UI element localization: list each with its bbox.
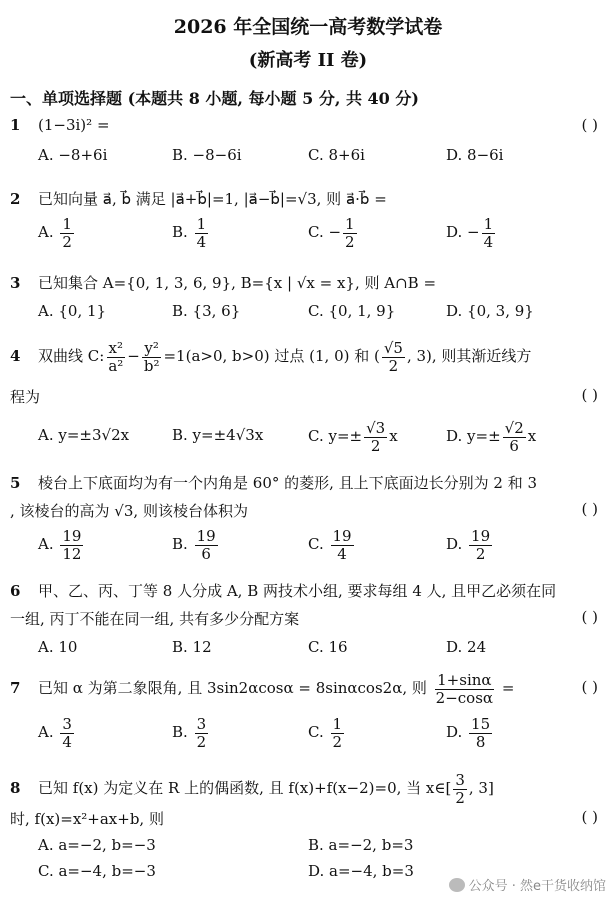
answer-paren: ( ): [581, 608, 598, 626]
option-c[interactable]: C. $\frac{19}{4}$: [308, 527, 352, 563]
option-d[interactable]: D. a=−4, b=3: [308, 862, 414, 880]
option-d[interactable]: D. $\frac{15}{8}$: [446, 715, 491, 751]
option-c[interactable]: C. 8+6i: [308, 146, 365, 164]
option-b[interactable]: B. $\frac{3}{2}$: [172, 715, 207, 751]
question-number: 2: [10, 190, 21, 208]
option-b[interactable]: B. $\frac{1}{4}$: [172, 215, 207, 251]
option-a[interactable]: A. {0, 1}: [38, 302, 107, 320]
option-d[interactable]: D. y=± $\frac{√2}{6}$ x: [446, 419, 537, 455]
option-b[interactable]: B. $\frac{19}{6}$: [172, 527, 216, 563]
option-a[interactable]: A. $\frac{1}{2}$: [38, 215, 72, 251]
question-number: 3: [10, 274, 21, 292]
option-a[interactable]: A. y=±3√2x: [38, 426, 130, 444]
question-stem: 甲、乙、丙、丁等 8 人分成 A, B 两技术小组, 要求每组 4 人, 且甲乙必须在同: [38, 582, 557, 600]
question-stem: (1−3i)² =: [38, 116, 110, 134]
option-a[interactable]: A. 10: [38, 638, 78, 656]
option-a[interactable]: A. $\frac{3}{4}$: [38, 715, 72, 751]
answer-paren: ( ): [581, 678, 598, 696]
question-stem: 已知向量 a⃗, b⃗ 满足 |a⃗+b⃗|=1, |a⃗−b⃗|=√3, 则 a⃗·b⃗ =: [38, 190, 387, 208]
question-number: 1: [10, 116, 21, 134]
option-d[interactable]: D. $\frac{19}{2}$: [446, 527, 491, 563]
question-stem-line2: 时, f(x)=x²+ax+b, 则: [10, 810, 164, 828]
question-stem: 4 双曲线 C: $\frac{\text{x²}}{\text{a²}}$ − $\frac{\text{y²}}{\text{b²}}$ =1(a>0, b>0) 过点 (1, 0) 和 ( $\frac{√5}{2}$ , 3), 则其渐近线方: [10, 339, 532, 375]
option-d[interactable]: D. 24: [446, 638, 487, 656]
option-b[interactable]: B. −8−6i: [172, 146, 242, 164]
option-b[interactable]: B. a=−2, b=3: [308, 836, 414, 854]
watermark: 公众号 · 然e干货收纳馆: [449, 875, 606, 894]
option-b[interactable]: B. y=±4√3x: [172, 426, 264, 444]
option-c[interactable]: C. a=−4, b=−3: [38, 862, 156, 880]
section-heading: 一、单项选择题 (本题共 8 小题, 每小题 5 分, 共 40 分): [10, 89, 419, 108]
question-stem-line2: , 该棱台的高为 √3, 则该棱台体积为: [10, 502, 248, 520]
option-a[interactable]: A. $\frac{19}{12}$: [38, 527, 82, 563]
option-c[interactable]: C. y=± $\frac{√3}{2}$ x: [308, 419, 398, 455]
answer-paren: ( ): [581, 116, 598, 134]
option-d[interactable]: D. {0, 3, 9}: [446, 302, 534, 320]
option-a[interactable]: A. −8+6i: [38, 146, 108, 164]
question-stem: 8 已知 f(x) 为定义在 R 上的偶函数, 且 f(x)+f(x−2)=0, 当 x∈[ $\frac{3}{2}$ , 3]: [10, 771, 494, 807]
wechat-icon: [449, 878, 465, 892]
question-stem-line2: 程为: [10, 388, 41, 406]
option-c[interactable]: C. − $\frac{1}{2}$: [308, 215, 355, 251]
option-c[interactable]: C. {0, 1, 9}: [308, 302, 396, 320]
answer-paren: ( ): [581, 500, 598, 518]
exam-subtitle: (新高考 II 卷): [248, 50, 368, 71]
option-a[interactable]: A. a=−2, b=−3: [38, 836, 156, 854]
option-d[interactable]: D. − $\frac{1}{4}$: [446, 215, 494, 251]
question-number: 6: [10, 582, 21, 600]
answer-paren: ( ): [581, 386, 598, 404]
question-stem: 已知集合 A={0, 1, 3, 6, 9}, B={x | √x = x}, 则 A∩B =: [38, 274, 437, 292]
option-d[interactable]: D. 8−6i: [446, 146, 504, 164]
question-stem: 棱台上下底面均为有一个内角是 60° 的菱形, 且上下底面边长分别为 2 和 3: [38, 474, 538, 492]
question-stem: 7 已知 α 为第二象限角, 且 3sin2αcosα = 8sinαcos2α, 则 $\frac{1+\sin\alpha}{2-\cos\alpha}$ =: [10, 671, 515, 707]
exam-title: 2026 年全国统一高考数学试卷: [173, 16, 443, 38]
option-c[interactable]: C. 16: [308, 638, 348, 656]
option-c[interactable]: C. $\frac{1}{2}$: [308, 715, 343, 751]
option-b[interactable]: B. {3, 6}: [172, 302, 241, 320]
question-number: 5: [10, 474, 21, 492]
question-stem-line2: 一组, 丙丁不能在同一组, 共有多少分配方案: [10, 610, 300, 628]
option-b[interactable]: B. 12: [172, 638, 212, 656]
answer-paren: ( ): [581, 808, 598, 826]
